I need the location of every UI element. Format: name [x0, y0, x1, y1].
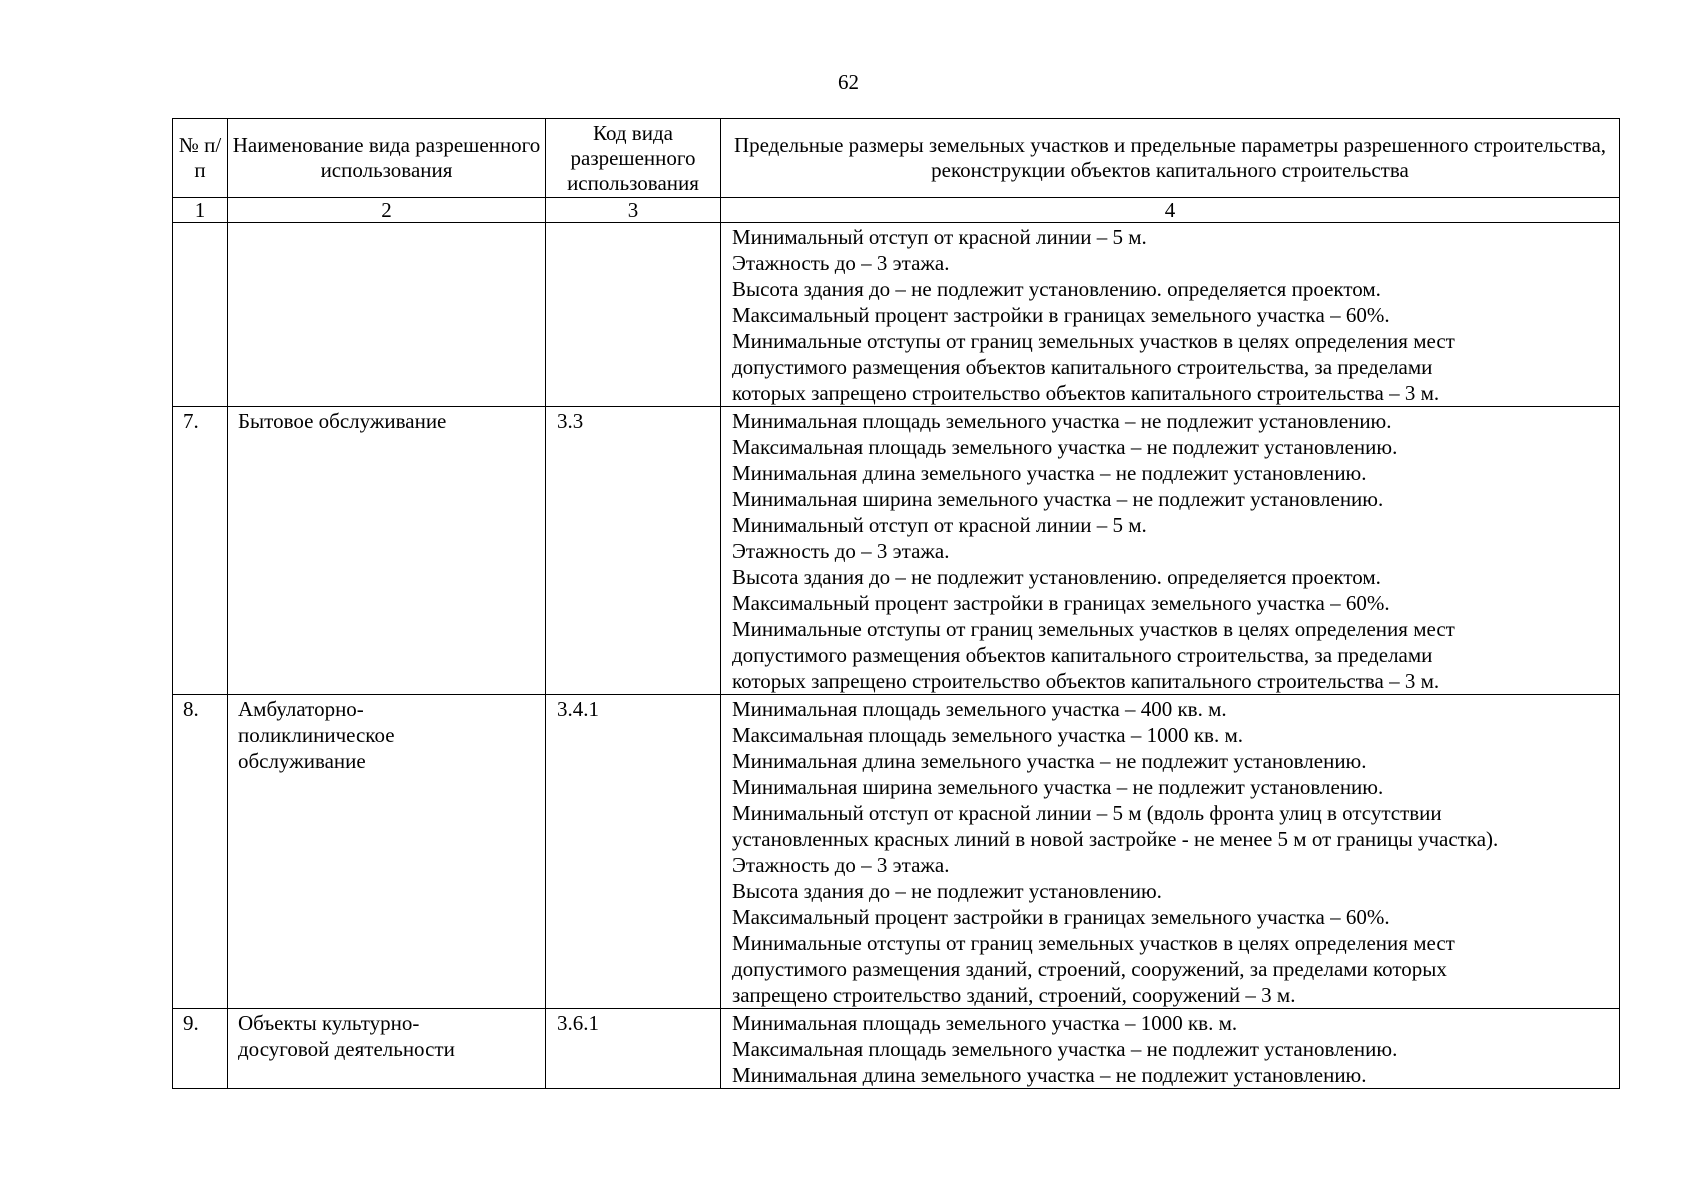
parameter-line: Максимальный процент застройки в границах земельного участка – 60%.	[732, 905, 1390, 929]
parameter-line: Минимальный отступ от красной линии – 5 м.	[732, 513, 1147, 537]
column-number: 3	[546, 198, 721, 223]
parameter-line: Максимальная площадь земельного участка – 1000 кв. м.	[732, 723, 1243, 747]
parameter-line: Минимальные отступы от границ земельных участков в целях определения мест	[732, 329, 1455, 353]
use-type-name-line: Амбулаторно-	[238, 697, 364, 721]
table-header-row	[173, 119, 1620, 198]
table-row	[173, 1009, 1620, 1089]
use-type-name-line: поликлиническое	[238, 723, 395, 747]
parameter-line: Минимальная площадь земельного участка – не подлежит установлению.	[732, 409, 1392, 433]
parameter-line: Этажность до – 3 этажа.	[732, 539, 950, 563]
land-use-parameters-table	[172, 118, 1620, 1089]
header-num: № п/п	[173, 119, 228, 198]
parameter-line: Этажность до – 3 этажа.	[732, 853, 950, 877]
parameter-line: Минимальная площадь земельного участка – 1000 кв. м.	[732, 1011, 1238, 1035]
header-params: Предельные размеры земельных участков и предельные параметры разрешенного строительства, реконструкции объектов капитального строительства	[721, 119, 1620, 198]
parameters-cell	[721, 1009, 1620, 1089]
parameter-line: Высота здания до – не подлежит установлению.	[732, 879, 1162, 903]
use-type-code: 3.3	[546, 407, 721, 695]
row-number: 7.	[173, 407, 228, 695]
row-number: 8.	[173, 695, 228, 1009]
column-number: 4	[721, 198, 1620, 223]
parameter-line: Минимальная длина земельного участка – не подлежит установлению.	[732, 1063, 1367, 1087]
parameter-line: Этажность до – 3 этажа.	[732, 251, 950, 275]
parameter-line: Высота здания до – не подлежит установлению. определяется проектом.	[732, 565, 1381, 589]
use-type-name	[228, 407, 546, 695]
header-name: Наименование вида разрешенного использования	[228, 119, 546, 198]
parameter-line: Минимальный отступ от красной линии – 5 м.	[732, 225, 1147, 249]
parameter-line: Высота здания до – не подлежит установлению. определяется проектом.	[732, 277, 1381, 301]
parameter-line: которых запрещено строительство объектов капитального строительства – 3 м.	[732, 381, 1440, 405]
use-type-name	[228, 223, 546, 407]
use-type-name-line: досуговой деятельности	[238, 1037, 455, 1061]
parameter-line: Минимальная ширина земельного участка – не подлежит установлению.	[732, 775, 1384, 799]
use-type-name	[228, 1009, 546, 1089]
parameter-line: Минимальная ширина земельного участка – не подлежит установлению.	[732, 487, 1384, 511]
parameter-line: установленных красных линий в новой застройке - не менее 5 м от границы участка).	[732, 827, 1499, 851]
parameter-line: допустимого размещения зданий, строений, сооружений, за пределами которых	[732, 957, 1447, 981]
parameter-line: Минимальная длина земельного участка – не подлежит установлению.	[732, 461, 1367, 485]
parameter-line: Максимальная площадь земельного участка – не подлежит установлению.	[732, 435, 1398, 459]
use-type-name-line: Бытовое обслуживание	[238, 409, 447, 433]
use-type-code: 3.4.1	[546, 695, 721, 1009]
use-type-name-line: обслуживание	[238, 749, 366, 773]
row-number	[173, 223, 228, 407]
page-number: 62	[838, 70, 859, 94]
column-number: 2	[228, 198, 546, 223]
parameter-line: запрещено строительство зданий, строений, сооружений – 3 м.	[732, 983, 1296, 1007]
table-row	[173, 223, 1620, 407]
column-number: 1	[173, 198, 228, 223]
parameter-line: которых запрещено строительство объектов капитального строительства – 3 м.	[732, 669, 1440, 693]
parameter-line: Максимальная площадь земельного участка – не подлежит установлению.	[732, 1037, 1398, 1061]
parameter-line: Минимальная площадь земельного участка – 400 кв. м.	[732, 697, 1227, 721]
parameters-cell	[721, 695, 1620, 1009]
parameter-line: Минимальная длина земельного участка – не подлежит установлению.	[732, 749, 1367, 773]
table-row	[173, 695, 1620, 1009]
use-type-name-line: Объекты культурно-	[238, 1011, 420, 1035]
parameter-line: Минимальный отступ от красной линии – 5 м (вдоль фронта улиц в отсутствии	[732, 801, 1442, 825]
parameter-line: допустимого размещения объектов капитального строительства, за пределами	[732, 355, 1433, 379]
parameter-line: Минимальные отступы от границ земельных участков в целях определения мест	[732, 617, 1455, 641]
parameter-line: Минимальные отступы от границ земельных участков в целях определения мест	[732, 931, 1455, 955]
parameter-line: Максимальный процент застройки в границах земельного участка – 60%.	[732, 591, 1390, 615]
column-numbers-row	[173, 198, 1620, 223]
parameters-cell	[721, 223, 1620, 407]
header-code: Код вида разрешенного использования	[546, 119, 721, 198]
table-row	[173, 407, 1620, 695]
parameters-cell	[721, 407, 1620, 695]
use-type-code	[546, 223, 721, 407]
table-body	[173, 223, 1620, 1089]
use-type-code: 3.6.1	[546, 1009, 721, 1089]
use-type-name	[228, 695, 546, 1009]
parameter-line: допустимого размещения объектов капитального строительства, за пределами	[732, 643, 1433, 667]
parameter-line: Максимальный процент застройки в границах земельного участка – 60%.	[732, 303, 1390, 327]
row-number: 9.	[173, 1009, 228, 1089]
